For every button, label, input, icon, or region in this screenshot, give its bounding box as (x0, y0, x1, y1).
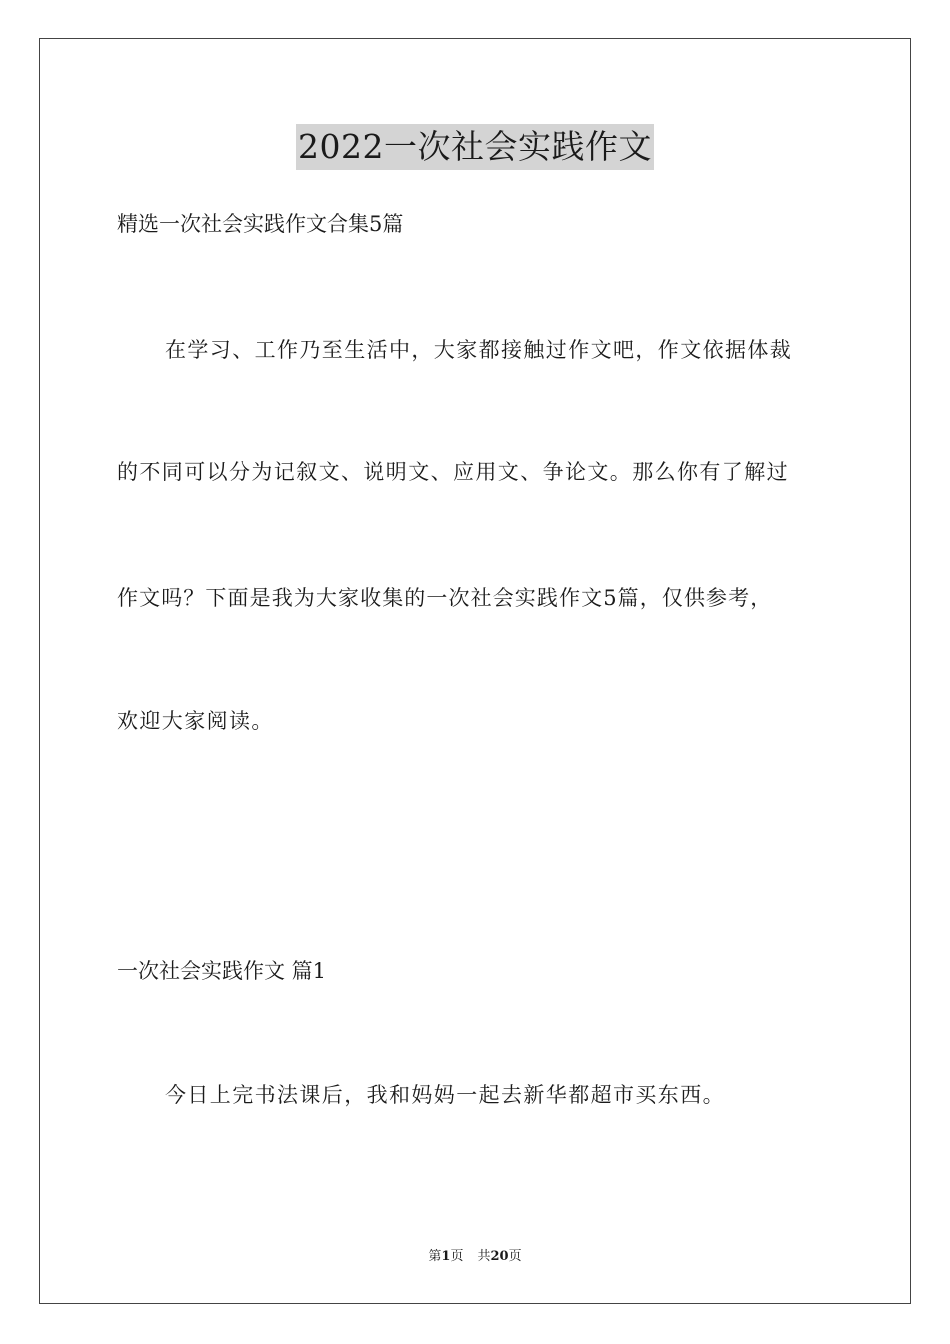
page-suffix: 页 (450, 1249, 464, 1264)
intro-paragraph-line-2: 的不同可以分为记叙文、说明文、应用文、争论文。那么你有了解过 (117, 460, 789, 484)
document-title: 2022一次社会实践作文 (296, 124, 654, 170)
total-prefix: 共 (477, 1249, 491, 1264)
intro-paragraph-line-4: 欢迎大家阅读。 (117, 709, 274, 733)
intro-paragraph-line-3: 作文吗？下面是我为大家收集的一次社会实践作文5篇，仅供参考， (117, 586, 773, 610)
page-number: 1 (441, 1249, 451, 1264)
total-suffix: 页 (508, 1249, 522, 1264)
intro-paragraph-line-1: 在学习、工作乃至生活中，大家都接触过作文吧，作文依据体裁 (165, 338, 793, 362)
total-pages: 20 (490, 1249, 509, 1264)
page-footer (0, 1248, 950, 1266)
title-container (0, 124, 950, 170)
section-heading: 一次社会实践作文 篇1 (117, 959, 327, 983)
section-paragraph-line-1: 今日上完书法课后，我和妈妈一起去新华都超市买东西。 (165, 1083, 725, 1107)
page-prefix: 第 (428, 1249, 442, 1264)
document-subtitle: 精选一次社会实践作文合集5篇 (117, 212, 404, 236)
